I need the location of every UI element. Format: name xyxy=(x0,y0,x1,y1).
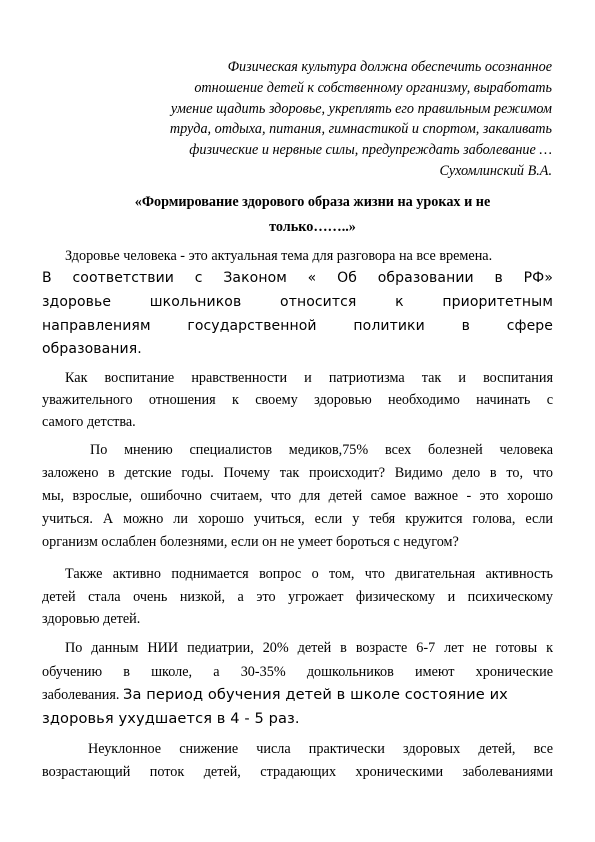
title-line: только……..» xyxy=(269,219,356,235)
title-line: «Формирование здорового образа жизни на уроках и не xyxy=(134,194,491,210)
paragraph-1-line: здоровье школьников относится к приоритетным xyxy=(42,294,553,310)
paragraph-5-line-mixed xyxy=(42,686,553,704)
epigraph-line: умение щадить здоровье, укреплять его правильным режимом xyxy=(170,100,552,117)
paragraph-4-line: здоровью детей. xyxy=(42,611,141,627)
paragraph-6-line: Неуклонное снижение числа практически здоровых детей, все xyxy=(88,741,553,757)
paragraph-5-fragment: заболевания. xyxy=(42,687,120,703)
paragraph-5-line: обучению в школе, а 30-35% дошкольников имеют хронические xyxy=(42,664,553,680)
epigraph-line: труда, отдыха, питания, гимнастикой и спортом, закаливать xyxy=(169,121,552,138)
epigraph xyxy=(92,57,552,182)
paragraph-2-line: уважительного отношения к своему здоровью необходимо начинать с xyxy=(42,392,553,408)
paragraph-3-line: заложено в детские годы. Почему так происходит? Видимо дело в то, что xyxy=(42,465,553,481)
paragraph-3-line: учиться. А можно ли хорошо учиться, если у тебя кружится голова, если xyxy=(42,511,553,527)
paragraph-3-line: мы, взрослые, ошибочно считаем, что для детей самое важное - это хорошо xyxy=(42,488,553,504)
paragraph-4-line: детей стала очень низкой, а это угрожает физическому и психическому xyxy=(42,589,553,605)
paragraph-1-line: образования. xyxy=(42,341,142,357)
paragraph-1-line: Здоровье человека - это актуальная тема для разговора на все времена. xyxy=(65,248,493,264)
paragraph-3-line: По мнению специалистов медиков,75% всех болезней человека xyxy=(90,442,553,458)
paragraph-4-line: Также активно поднимается вопрос о том, что двигательная активность xyxy=(65,566,553,582)
paragraph-2-line: самого детства. xyxy=(42,414,136,430)
paragraph-5-fragment: За период обучения детей в школе состояние их xyxy=(123,686,508,703)
paragraph-5-line: здоровья ухудшается в 4 - 5 раз. xyxy=(42,710,300,727)
paragraph-5-line: По данным НИИ педиатрии, 20% детей в возрасте 6-7 лет не готовы к xyxy=(65,640,553,656)
paragraph-1-line: направлениям государственной политики в сфере xyxy=(42,318,553,334)
epigraph-line: Физическая культура должна обеспечить осознанное xyxy=(227,59,552,75)
paragraph-2-line: Как воспитание нравственности и патриотизма так и воспитания xyxy=(65,370,553,386)
paragraph-6-line: возрастающий поток детей, страдающих хроническими заболеваниями xyxy=(42,764,553,780)
epigraph-line: отношение детей к собственному организму, выработать xyxy=(194,79,552,96)
paragraph-1-line: В соответствии с Законом « Об образовании в РФ» xyxy=(42,270,553,286)
epigraph-line: физические и нервные силы, предупреждать заболевание … xyxy=(189,142,552,159)
epigraph-author: Сухомлинский В.А. xyxy=(439,162,552,179)
document-title xyxy=(60,190,565,240)
paragraph-3-line: организм ослаблен болезнями, если он не умеет бороться с недугом? xyxy=(42,534,459,550)
